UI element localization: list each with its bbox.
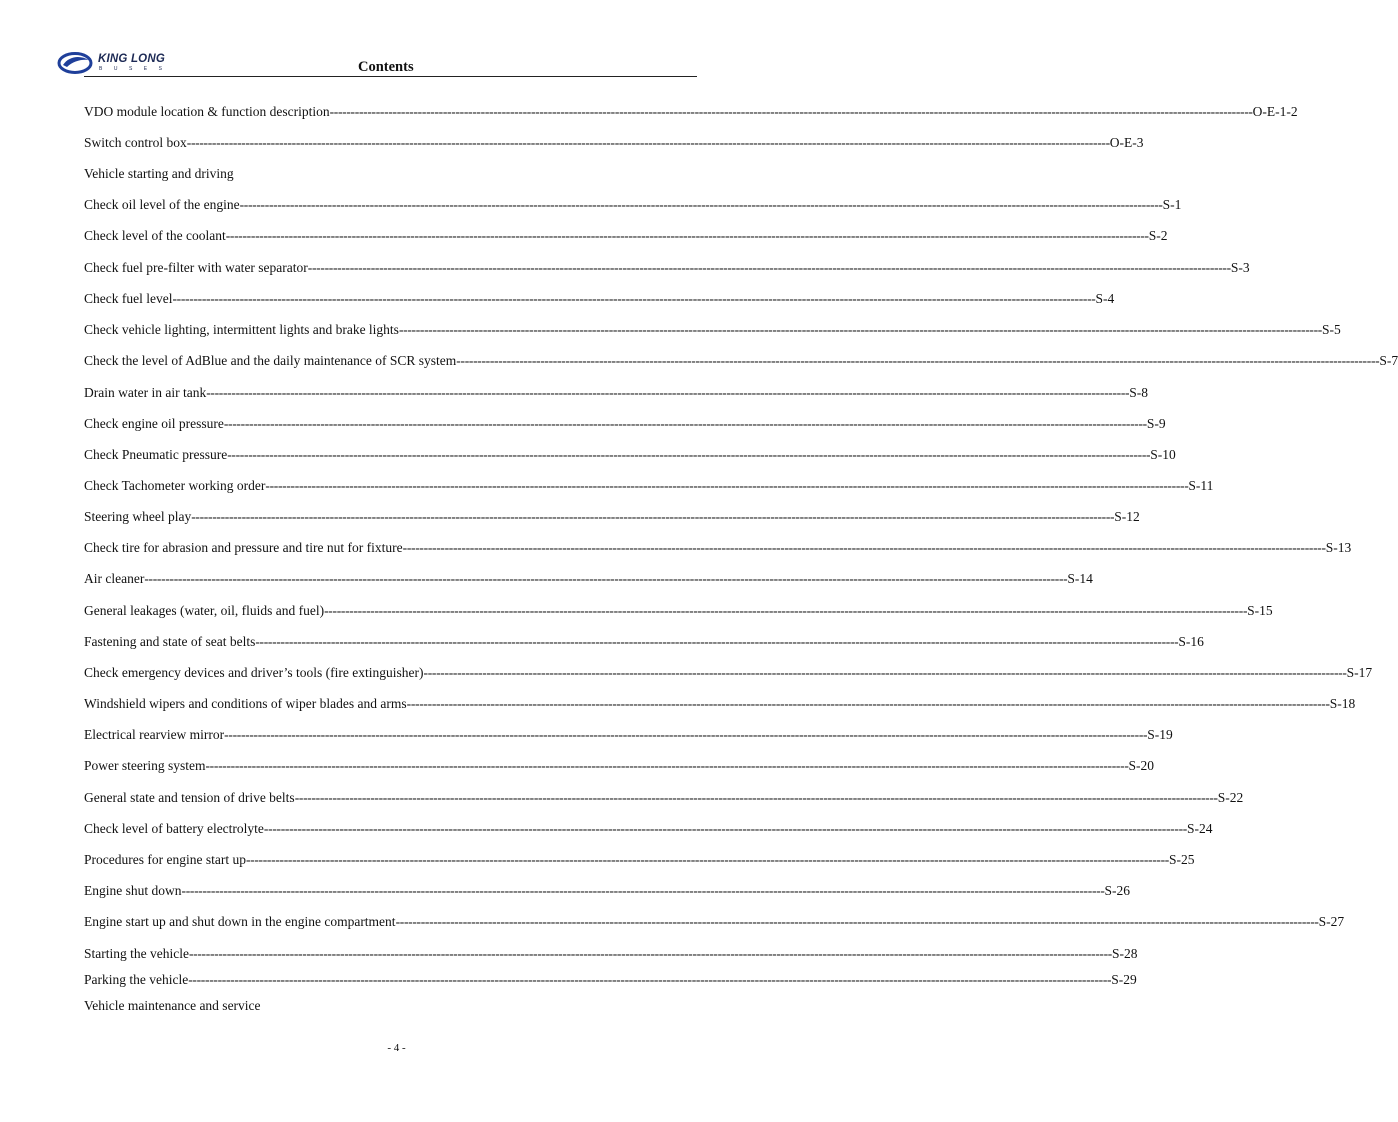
toc-entry-page: S-8 [1129, 385, 1149, 400]
toc-entry[interactable] [84, 696, 1356, 714]
toc-entry-label: Check emergency devices and driver’s tools (fire extinguisher) [84, 665, 424, 680]
toc-entry-page: O-E-1-2 [1252, 104, 1298, 119]
toc-entry-page: S-17 [1346, 665, 1373, 680]
toc-entry[interactable] [84, 260, 1250, 278]
toc-leader-dashes: ---------------------------------------------------------------------------------------------------------------------------------------------------------------------------------------------------------------------------- [188, 972, 1112, 987]
toc-entry-label: Fastening and state of seat belts [84, 634, 256, 649]
toc-entry-label: Drain water in air tank [84, 385, 207, 400]
toc-entry-page: S-7 [1379, 353, 1398, 368]
toc-entry-page: S-27 [1318, 914, 1345, 929]
toc-leader-dashes: ---------------------------------------------------------------------------------------------------------------------------------------------------------------------------------------------------------------------------- [423, 665, 1347, 680]
king-long-swirl-icon [58, 52, 94, 74]
toc-entry-page: S-10 [1150, 447, 1176, 462]
toc-entry-label: Steering wheel play [84, 509, 192, 524]
toc-leader-dashes: ---------------------------------------------------------------------------------------------------------------------------------------------------------------------------------------------------------------------------- [406, 696, 1330, 711]
toc-entry[interactable] [84, 322, 1341, 340]
toc-leader-dashes: ---------------------------------------------------------------------------------------------------------------------------------------------------------------------------------------------------------------------------- [329, 104, 1253, 119]
toc-entry[interactable] [84, 197, 1182, 215]
toc-entry[interactable] [84, 353, 1398, 371]
toc-entry-page: S-9 [1146, 416, 1166, 431]
toc-entry-page: S-16 [1178, 634, 1204, 649]
toc-entry-label: Electrical rearview mirror [84, 727, 225, 742]
toc-entry-page: S-14 [1067, 571, 1093, 586]
toc-entry-page: S-18 [1329, 696, 1356, 711]
toc-leader-dashes: ---------------------------------------------------------------------------------------------------------------------------------------------------------------------------------------------------------------------------- [172, 291, 1096, 306]
toc-entry-label: Check oil level of the engine [84, 197, 240, 212]
toc-entry[interactable] [84, 821, 1213, 839]
toc-entry[interactable] [84, 727, 1173, 745]
toc-entry-page: S-19 [1147, 727, 1173, 742]
toc-entry-label: Switch control box [84, 135, 187, 150]
toc-entry-label: Check Tachometer working order [84, 478, 266, 493]
toc-entry-page: S-11 [1188, 478, 1214, 493]
toc-entry-label: Check the level of AdBlue and the daily maintenance of SCR system [84, 353, 457, 368]
toc-leader-dashes: ---------------------------------------------------------------------------------------------------------------------------------------------------------------------------------------------------------------------------- [223, 416, 1147, 431]
page-title: Contents [358, 59, 414, 75]
toc-leader-dashes: ---------------------------------------------------------------------------------------------------------------------------------------------------------------------------------------------------------------------------- [307, 260, 1231, 275]
toc-entry-page: S-12 [1114, 509, 1140, 524]
toc-leader-dashes: ---------------------------------------------------------------------------------------------------------------------------------------------------------------------------------------------------------------------------- [206, 385, 1130, 400]
toc-entry-label: Check fuel pre-filter with water separator [84, 260, 308, 275]
toc-entry-page: S-25 [1169, 852, 1195, 867]
toc-leader-dashes: ---------------------------------------------------------------------------------------------------------------------------------------------------------------------------------------------------------------------------- [224, 727, 1148, 742]
toc-entry-label: Parking the vehicle [84, 972, 189, 987]
toc-entry-label: Air cleaner [84, 571, 145, 586]
toc-entry[interactable] [84, 228, 1168, 246]
toc-entry-page: O-E-3 [1109, 135, 1144, 150]
toc-entry[interactable] [84, 571, 1093, 589]
toc-entry-page: S-1 [1162, 197, 1182, 212]
toc-entry-page: S-29 [1111, 972, 1137, 987]
toc-entry-label: Check fuel level [84, 291, 173, 306]
toc-entry-label: Check tire for abrasion and pressure and tire nut for fixture [84, 540, 403, 555]
toc-entry-page: S-15 [1247, 603, 1273, 618]
toc-leader-dashes: ---------------------------------------------------------------------------------------------------------------------------------------------------------------------------------------------------------------------------- [255, 634, 1179, 649]
toc-leader-dashes: ---------------------------------------------------------------------------------------------------------------------------------------------------------------------------------------------------------------------------- [265, 478, 1189, 493]
toc-entry[interactable] [84, 883, 1131, 901]
toc-entry[interactable] [84, 540, 1352, 558]
toc-entry-page: S-22 [1217, 790, 1244, 805]
toc-leader-dashes: ---------------------------------------------------------------------------------------------------------------------------------------------------------------------------------------------------------------------------- [191, 509, 1115, 524]
king-long-logo [58, 50, 173, 76]
toc-entry-page: S-26 [1104, 883, 1131, 898]
toc-entry[interactable] [84, 603, 1273, 621]
toc-entry-label: Engine start up and shut down in the engine compartment [84, 914, 396, 929]
toc-section-heading: Vehicle starting and driving [84, 166, 234, 181]
toc-leader-dashes: ---------------------------------------------------------------------------------------------------------------------------------------------------------------------------------------------------------------------------- [395, 914, 1319, 929]
toc-entry-page: S-3 [1230, 260, 1250, 275]
toc-entry[interactable] [84, 291, 1115, 309]
logo-subtitle: BUSES [99, 65, 174, 72]
toc-leader-dashes: ---------------------------------------------------------------------------------------------------------------------------------------------------------------------------------------------------------------------------- [294, 790, 1218, 805]
toc-entry[interactable] [84, 104, 1298, 122]
toc-entry-label: Check level of battery electrolyte [84, 821, 264, 836]
toc-entry-label: VDO module location & function description [84, 104, 330, 119]
toc-entry-label: Starting the vehicle [84, 946, 189, 961]
toc-entry[interactable] [84, 758, 1155, 776]
header-divider [84, 76, 697, 77]
toc-entry-label: General state and tension of drive belts [84, 790, 295, 805]
logo-name: KING LONG [98, 53, 165, 66]
toc-entry-label: Check vehicle lighting, intermittent lights and brake lights [84, 322, 399, 337]
toc-entry[interactable] [84, 790, 1244, 808]
toc-entry-label: Check engine oil pressure [84, 416, 224, 431]
toc-entry[interactable] [84, 385, 1149, 403]
toc-leader-dashes: ---------------------------------------------------------------------------------------------------------------------------------------------------------------------------------------------------------------------------- [186, 135, 1110, 150]
toc-entry-label: Check Pneumatic pressure [84, 447, 228, 462]
toc-entry-page: S-24 [1186, 821, 1213, 836]
toc-entry-label: Procedures for engine start up [84, 852, 246, 867]
toc-entry-label: General leakages (water, oil, fluids and fuel) [84, 603, 325, 618]
page-number: - 4 - [387, 1042, 406, 1054]
toc-entry-page: S-2 [1148, 228, 1168, 243]
toc-leader-dashes: ---------------------------------------------------------------------------------------------------------------------------------------------------------------------------------------------------------------------------- [398, 322, 1322, 337]
toc-entry-page: S-28 [1112, 946, 1138, 961]
toc-entry[interactable] [84, 416, 1166, 434]
toc-entry[interactable] [84, 914, 1345, 932]
toc-leader-dashes: ---------------------------------------------------------------------------------------------------------------------------------------------------------------------------------------------------------------------------- [205, 758, 1129, 773]
toc-entry-page: S-13 [1325, 540, 1352, 555]
toc-leader-dashes: ---------------------------------------------------------------------------------------------------------------------------------------------------------------------------------------------------------------------------- [188, 946, 1113, 961]
toc-leader-dashes: ---------------------------------------------------------------------------------------------------------------------------------------------------------------------------------------------------------------------------- [181, 883, 1105, 898]
toc-entry[interactable] [84, 478, 1214, 496]
toc-entry[interactable] [84, 135, 1144, 153]
toc-entry[interactable] [84, 447, 1176, 465]
toc-entry-label: Check level of the coolant [84, 228, 226, 243]
toc-leader-dashes: ---------------------------------------------------------------------------------------------------------------------------------------------------------------------------------------------------------------------------- [239, 197, 1163, 212]
toc-entry[interactable] [84, 634, 1204, 652]
toc-leader-dashes: ---------------------------------------------------------------------------------------------------------------------------------------------------------------------------------------------------------------------------- [144, 571, 1068, 586]
toc-leader-dashes: ---------------------------------------------------------------------------------------------------------------------------------------------------------------------------------------------------------------------------- [245, 852, 1169, 867]
toc-leader-dashes: ---------------------------------------------------------------------------------------------------------------------------------------------------------------------------------------------------------------------------- [263, 821, 1187, 836]
toc-leader-dashes: ---------------------------------------------------------------------------------------------------------------------------------------------------------------------------------------------------------------------------- [225, 228, 1149, 243]
toc-entry-label: Power steering system [84, 758, 206, 773]
toc-leader-dashes: ---------------------------------------------------------------------------------------------------------------------------------------------------------------------------------------------------------------------------- [227, 447, 1151, 462]
toc-section-heading: Vehicle maintenance and service [84, 998, 261, 1013]
toc-entry-page: S-20 [1128, 758, 1155, 773]
toc-entry[interactable] [84, 852, 1195, 870]
toc-entry[interactable] [84, 509, 1140, 527]
toc-leader-dashes: ---------------------------------------------------------------------------------------------------------------------------------------------------------------------------------------------------------------------------- [402, 540, 1326, 555]
toc-leader-dashes: ---------------------------------------------------------------------------------------------------------------------------------------------------------------------------------------------------------------------------- [324, 603, 1248, 618]
toc-entry-page: S-5 [1321, 322, 1341, 337]
toc-entry-page: S-4 [1095, 291, 1115, 306]
toc-entry[interactable] [84, 972, 1137, 990]
toc-entry[interactable] [84, 946, 1138, 964]
toc-entry-label: Windshield wipers and conditions of wiper blades and arms [84, 696, 407, 711]
toc-entry-label: Engine shut down [84, 883, 182, 898]
toc-leader-dashes: ---------------------------------------------------------------------------------------------------------------------------------------------------------------------------------------------------------------------------- [456, 353, 1380, 368]
toc-entry[interactable] [84, 665, 1373, 683]
